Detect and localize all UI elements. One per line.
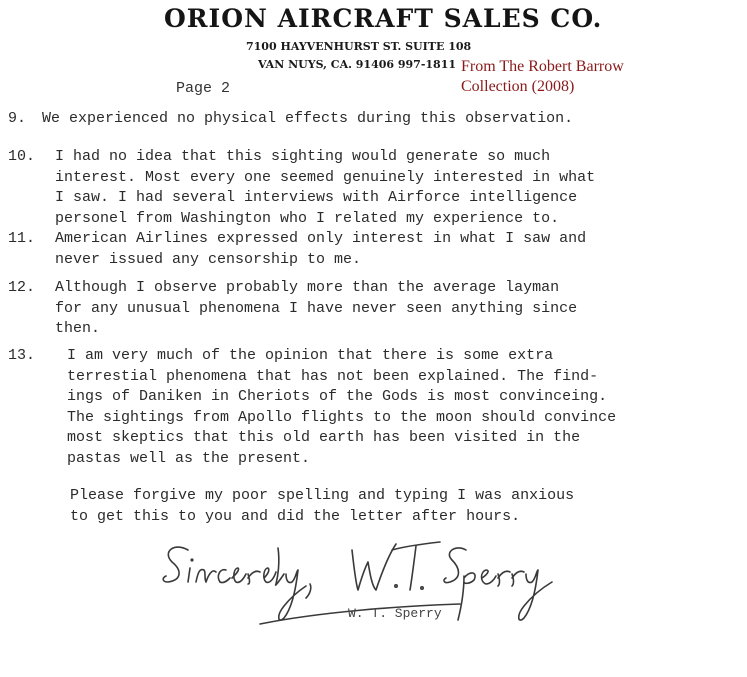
paragraph-number: 12. [8, 279, 36, 296]
paragraph-line: I am very much of the opinion that there is some extra [67, 347, 554, 364]
paragraph-line: for any unusual phenomena I have never seen anything since [55, 299, 578, 317]
paragraph-line: most skeptics that this old earth has been visited in the [67, 429, 581, 446]
paragraph-line: American Airlines expressed only interest in what I saw and [55, 230, 587, 247]
typed-signatory-name: W. T. Sperry [348, 606, 442, 621]
paragraph-line: never issued any censorship to me. [55, 250, 362, 268]
paragraph-line: I had no idea that this sighting would generate so much [55, 148, 551, 165]
closing-line: to get this to you and did the letter after hours. [70, 507, 521, 525]
paragraph-line: pastas well as the present. [67, 449, 311, 467]
paragraph-line: We experienced no physical effects during this observation. [42, 110, 574, 127]
paragraph-12 [8, 278, 577, 340]
paragraph-line: personel from Washington who I related my experience to. [55, 209, 560, 227]
paragraph-13 [8, 346, 616, 469]
handwritten-signature [160, 528, 560, 638]
paragraph-line: interest. Most every one seemed genuinely interested in what [55, 168, 596, 186]
paragraph-line: I saw. I had several interviews with Airforce intelligence [55, 189, 578, 206]
paragraph-number: 9. [8, 110, 27, 127]
credit-line-1: From The Robert Barrow [461, 58, 624, 75]
page-label: Page 2 [176, 80, 231, 97]
closing-paragraph [70, 486, 574, 527]
address-line-1: 7100 HAYVENHURST ST. SUITE 108 [246, 40, 472, 53]
paragraph-10 [8, 147, 595, 229]
paragraph-number: 11. [8, 230, 36, 247]
paragraph-number: 10. [8, 148, 36, 165]
collection-credit [461, 57, 624, 97]
paragraph-11 [8, 229, 586, 270]
closing-line: Please forgive my poor spelling and typing I was anxious [70, 487, 575, 504]
paragraph-line: terrestial phenomena that has not been explained. The find- [67, 367, 599, 385]
paragraph-line: ings of Daniken in Cheriots of the Gods is most convinceing. [67, 388, 608, 405]
paragraph-line: then. [55, 320, 101, 337]
paragraph-9 [8, 109, 573, 130]
address-line-2: VAN NUYS, CA. 91406 997-1811 [258, 58, 456, 71]
paragraph-line: Although I observe probably more than the average layman [55, 279, 560, 296]
company-name: ORION AIRCRAFT SALES CO. [164, 4, 603, 33]
credit-line-2: Collection (2008) [461, 78, 575, 95]
paragraph-line: The sightings from Apollo flights to the moon should convince [67, 408, 617, 426]
paragraph-number: 13. [8, 347, 36, 364]
